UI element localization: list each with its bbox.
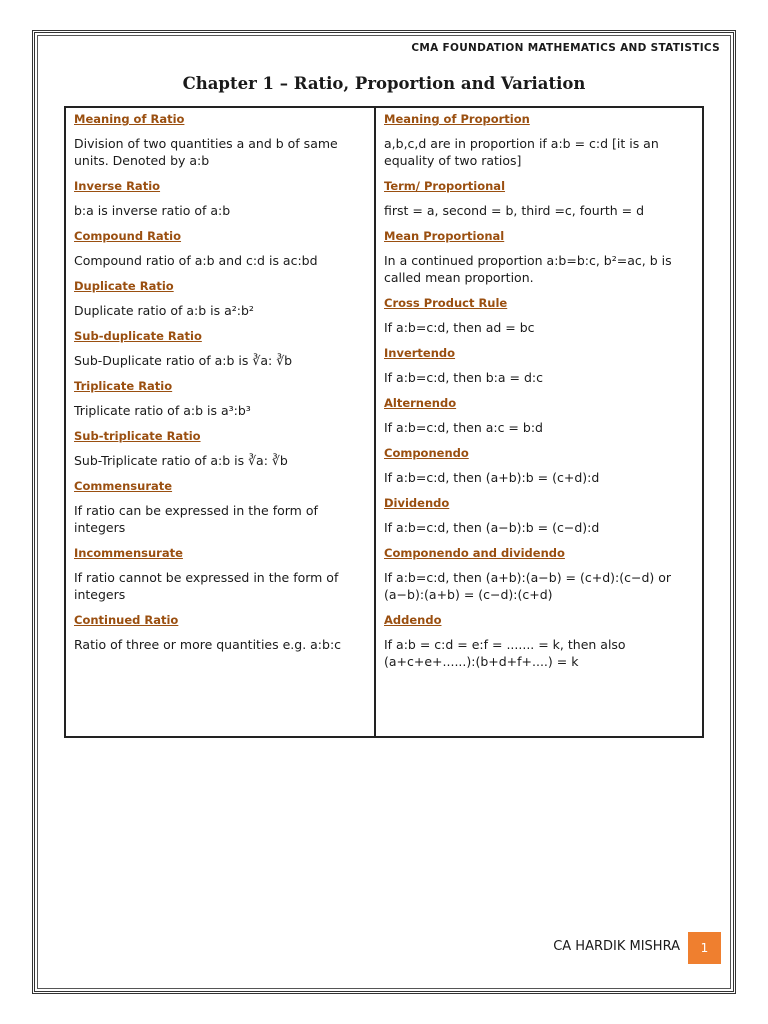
definition: Compound ratio of a:b and c:d is ac:bd <box>74 253 318 268</box>
entry-incommensurate <box>74 546 366 603</box>
entry-dividendo <box>384 496 694 536</box>
heading: Componendo and dividendo <box>384 546 565 560</box>
definition: Ratio of three or more quantities e.g. a:b:c <box>74 637 342 652</box>
heading: Compound Ratio <box>74 229 182 243</box>
definition: Duplicate ratio of a:b is a²:b² <box>74 303 254 318</box>
content-table <box>64 106 704 738</box>
definition: If a:b=c:d, then b:a = d:c <box>384 370 543 385</box>
heading: Componendo <box>384 446 469 460</box>
heading: Sub-triplicate Ratio <box>74 429 201 443</box>
heading: Duplicate Ratio <box>74 279 174 293</box>
definition: If a:b=c:d, then (a+b):(a−b) = (c+d):(c−d) or (a−b):(a+b) = (c−d):(c+d) <box>384 570 672 602</box>
proportion-column <box>376 108 702 736</box>
entry-inverse-ratio <box>74 179 366 219</box>
entry-triplicate-ratio <box>74 379 366 419</box>
heading: Invertendo <box>384 346 456 360</box>
entry-compound-ratio <box>74 229 366 269</box>
author-name: CA HARDIK MISHRA <box>553 939 680 954</box>
entry-continued-ratio <box>74 613 366 653</box>
chapter-title: Chapter 1 – Ratio, Proportion and Variation <box>182 74 586 93</box>
definition: If a:b=c:d, then (a+b):b = (c+d):d <box>384 470 600 485</box>
heading: Commensurate <box>74 479 173 493</box>
heading: Meaning of Ratio <box>74 112 185 126</box>
entry-cross-product-rule <box>384 296 694 336</box>
definition: If a:b=c:d, then a:c = b:d <box>384 420 543 435</box>
heading: Addendo <box>384 613 442 627</box>
heading: Cross Product Rule <box>384 296 508 310</box>
entry-meaning-of-ratio <box>74 112 366 169</box>
entry-meaning-of-proportion <box>384 112 694 169</box>
entry-duplicate-ratio <box>74 279 366 319</box>
definition: Triplicate ratio of a:b is a³:b³ <box>74 403 251 418</box>
entry-addendo <box>384 613 694 670</box>
heading: Mean Proportional <box>384 229 505 243</box>
definition: Division of two quantities a and b of same units. Denoted by a:b <box>74 136 338 168</box>
definition: b:a is inverse ratio of a:b <box>74 203 231 218</box>
definition: If a:b = c:d = e:f = ....... = k, then also (a+c+e+......):(b+d+f+....) = k <box>384 637 626 669</box>
definition: If ratio can be expressed in the form of integers <box>74 503 318 535</box>
definition: If ratio cannot be expressed in the form of integers <box>74 570 339 602</box>
entry-alternendo <box>384 396 694 436</box>
running-header: CMA FOUNDATION MATHEMATICS AND STATISTICS <box>411 42 720 54</box>
entry-invertendo <box>384 346 694 386</box>
heading: Meaning of Proportion <box>384 112 530 126</box>
heading: Sub-duplicate Ratio <box>74 329 202 343</box>
entry-mean-proportional <box>384 229 694 286</box>
definition: first = a, second = b, third =c, fourth = d <box>384 203 645 218</box>
entry-componendo <box>384 446 694 486</box>
entry-sub-triplicate-ratio <box>74 429 366 469</box>
definition: If a:b=c:d, then (a−b):b = (c−d):d <box>384 520 600 535</box>
definition: a,b,c,d are in proportion if a:b = c:d [it is an equality of two ratios] <box>384 136 659 168</box>
heading: Term/ Proportional <box>384 179 506 193</box>
heading: Alternendo <box>384 396 457 410</box>
entry-term-proportional <box>384 179 694 219</box>
page-number: 1 <box>688 932 721 964</box>
definition: In a continued proportion a:b=b:c, b²=ac, b is called mean proportion. <box>384 253 672 285</box>
entry-commensurate <box>74 479 366 536</box>
heading: Continued Ratio <box>74 613 179 627</box>
definition: Sub-Duplicate ratio of a:b is ∛a: ∛b <box>74 353 293 368</box>
heading: Incommensurate <box>74 546 183 560</box>
heading: Triplicate Ratio <box>74 379 173 393</box>
heading: Inverse Ratio <box>74 179 161 193</box>
entry-sub-duplicate-ratio <box>74 329 366 369</box>
definition: Sub-Triplicate ratio of a:b is ∛a: ∛b <box>74 453 288 468</box>
heading: Dividendo <box>384 496 450 510</box>
definition: If a:b=c:d, then ad = bc <box>384 320 535 335</box>
entry-componendo-and-dividendo <box>384 546 694 603</box>
ratio-column <box>66 108 376 736</box>
